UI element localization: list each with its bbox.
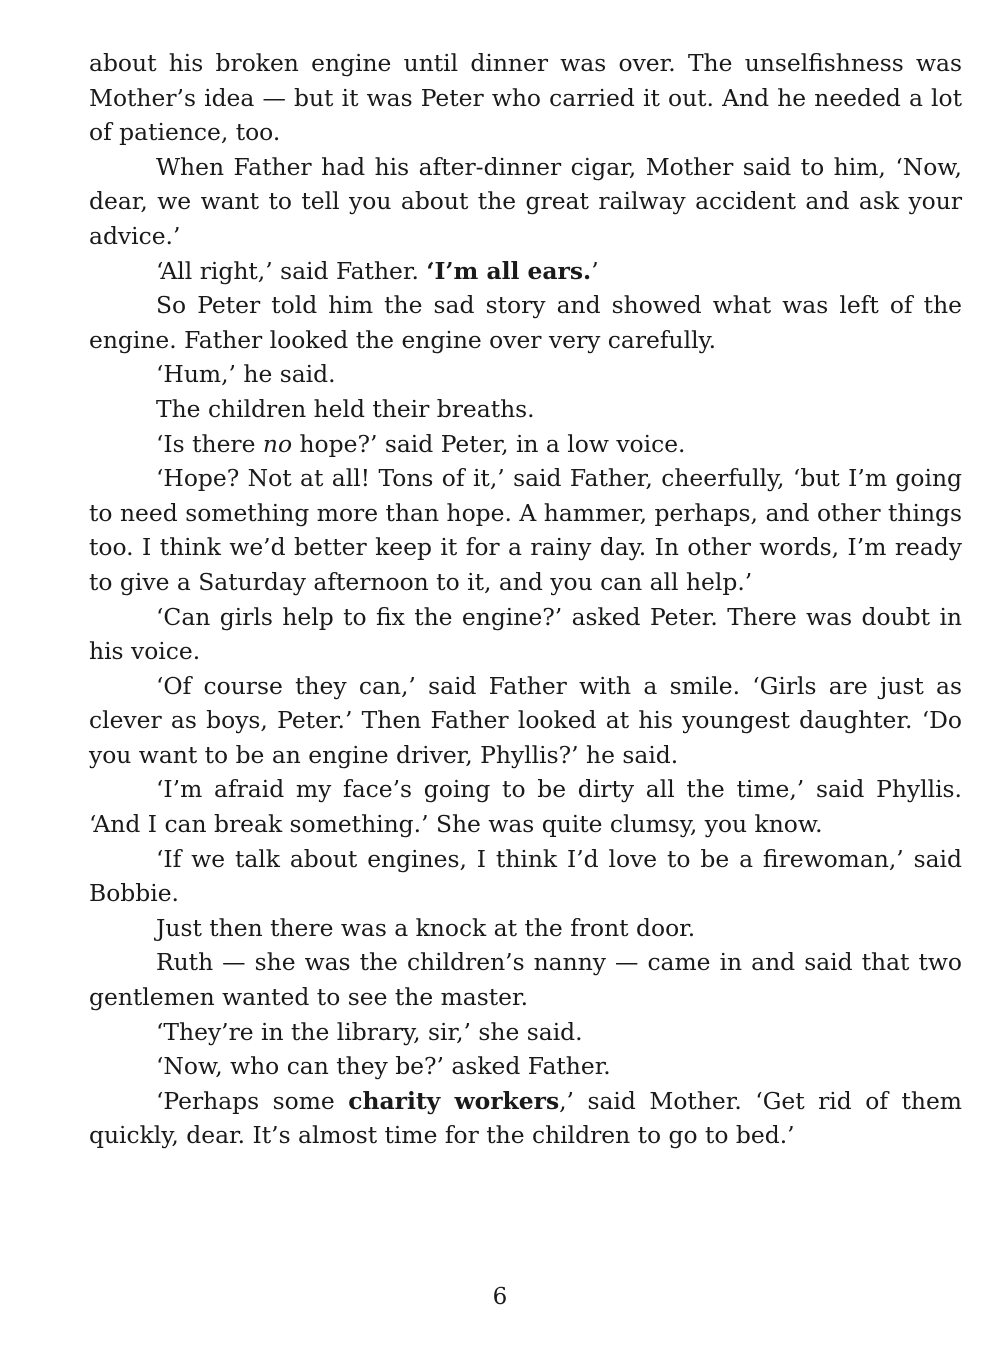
text-run: ‘Is there [156, 429, 263, 458]
text-run: The children held their breaths. [156, 394, 535, 423]
paragraph [89, 427, 962, 462]
paragraph [89, 1015, 962, 1050]
text-run: ‘They’re in the library, sir,’ she said. [156, 1017, 583, 1046]
text-run: ‘I’m afraid my face’s going to be dirty all the time,’ said Phyllis. ‘And I can break something.’ She was quite clumsy, you know. [89, 775, 962, 839]
text-run: about his broken engine until dinner was over. The unselfishness was Mother’s idea — but it was Peter who carried it out. And he needed a lot of patience, too. [89, 49, 962, 147]
paragraph [89, 600, 962, 669]
bold-phrase: ‘I’m all ears. [426, 256, 592, 285]
page-body [89, 46, 962, 1153]
text-run: ‘Perhaps some [156, 1086, 349, 1115]
paragraph [89, 46, 962, 150]
text-run: ‘If we talk about engines, I think I’d love to be a firewoman,’ said Bobbie. [89, 844, 962, 908]
paragraph [89, 392, 962, 427]
text-run: ‘All right,’ said Father. [156, 256, 427, 285]
text-run: ‘Hope? Not at all! Tons of it,’ said Father, cheerfully, ‘but I’m going to need something more than hope. A hammer, perhaps, and other things too. I think we’d better keep it for a rainy day. In other words, I’m ready to give a Saturday afternoon to it, and you can all help.’ [89, 464, 962, 596]
paragraph [89, 911, 962, 946]
paragraph [89, 461, 962, 599]
paragraph [89, 357, 962, 392]
paragraph [89, 842, 962, 911]
paragraph [89, 254, 962, 289]
paragraph [89, 1084, 962, 1153]
text-run: ‘Now, who can they be?’ asked Father. [156, 1052, 611, 1081]
paragraph [89, 772, 962, 841]
text-run: ‘Hum,’ he said. [156, 360, 336, 389]
text-run: hope?’ said Peter, in a low voice. [292, 429, 686, 458]
paragraph [89, 945, 962, 1014]
bold-phrase: charity workers [348, 1086, 560, 1115]
page-number: 6 [492, 1284, 508, 1310]
text-run: Just then there was a knock at the front door. [156, 913, 696, 942]
paragraph [89, 1049, 962, 1084]
paragraph [89, 669, 962, 773]
text-run: When Father had his after-dinner cigar, Mother said to him, ‘Now, dear, we want to tell you about the great railway accident and ask your advice.’ [89, 152, 962, 250]
paragraph [89, 288, 962, 357]
italic-word: no [262, 429, 293, 458]
text-run: ’ [591, 256, 599, 285]
text-run: ‘Of course they can,’ said Father with a smile. ‘Girls are just as clever as boys, Peter.’ Then Father looked at his youngest daughter. ‘Do you want to be an engine driver, Phyllis?’ he said. [89, 671, 962, 769]
text-run: Ruth — she was the children’s nanny — came in and said that two gentlemen wanted to see the master. [89, 948, 962, 1012]
text-run: ,’ said Mother. ‘Get rid of them quickly, dear. It’s almost time for the children to go to bed.’ [89, 1086, 962, 1150]
text-run: So Peter told him the sad story and showed what was left of the engine. Father looked the engine over very carefully. [89, 291, 962, 354]
text-run: ‘Can girls help to fix the engine?’ asked Peter. There was doubt in his voice. [89, 602, 962, 666]
paragraph [89, 150, 962, 254]
